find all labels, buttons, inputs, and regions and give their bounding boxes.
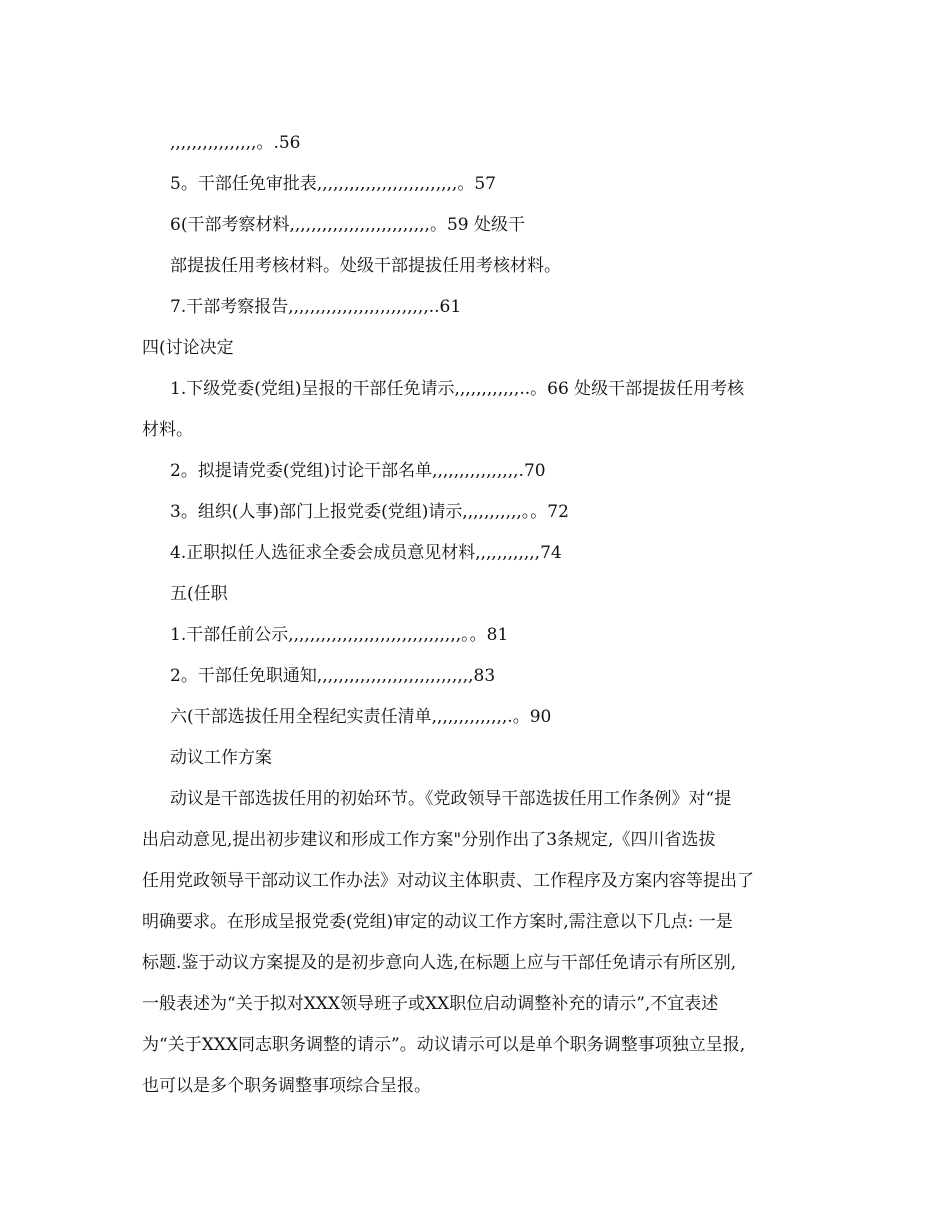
toc-line-3: 6(干部考察材料,,,,,,,,,,,,,,,,,,,,,,,,,,。59 处级干 — [170, 215, 525, 235]
toc-line-2: 5。干部任免审批表,,,,,,,,,,,,,,,,,,,,,,,,,,。57 — [170, 174, 496, 194]
toc-line-10: 4.正职拟任人选征求全委会成员意见材料,,,,,,,,,,,,74 — [170, 543, 562, 563]
body-line-1: 动议是干部选拔任用的初始环节。《党政领导干部选拔任用工作条例》对“提 — [170, 789, 732, 809]
body-line-7: 为“关于XXX同志职务调整的请示”。动议请示可以是单个职务调整事项独立呈报, — [142, 1035, 746, 1055]
body-line-5: 标题.鉴于动议方案提及的是初步意向人选,在标题上应与干部任免请示有所区别, — [142, 953, 737, 973]
toc-line-4: 部提拔任用考核材料。处级干部提拔任用考核材料。 — [170, 256, 561, 276]
toc-line-12: 2。干部任免职通知,,,,,,,,,,,,,,,,,,,,,,,,,,,,,83 — [170, 666, 496, 686]
body-line-2: 出启动意见,提出初步建议和形成工作方案"分别作出了3条规定,《四川省选拔 — [142, 830, 716, 850]
body-line-4: 明确要求。在形成呈报党委(党组)审定的动议工作方案时,需注意以下几点: 一是 — [142, 912, 733, 932]
toc-line-5: 7.干部考察报告,,,,,,,,,,,,,,,,,,,,,,,,,,..61 — [170, 297, 462, 317]
toc-line-6: 1.下级党委(党组)呈报的干部任免请示,,,,,,,,,,,,..。66 处级干部提拔任用考核 — [170, 379, 745, 399]
section-heading-6: 六(干部选拔任用全程纪实责任清单,,,,,,,,,,,,,,.。90 — [170, 707, 552, 727]
toc-line-7: 材料。 — [142, 420, 193, 440]
section-heading-4: 四(讨论决定 — [142, 338, 234, 358]
toc-line-11: 1.干部任前公示,,,,,,,,,,,,,,,,,,,,,,,,,,,,,,,,。。81 — [170, 625, 509, 645]
toc-line-8: 2。拟提请党委(党组)讨论干部名单,,,,,,,,,,,,,,,,.70 — [170, 461, 546, 481]
toc-line-9: 3。组织(人事)部门上报党委(党组)请示,,,,,,,,,,,。。72 — [170, 502, 569, 522]
article-title: 动议工作方案 — [170, 748, 272, 768]
body-line-6: 一般表述为“关于拟对XXX领导班子或XX职位启动调整补充的请示”,不宜表述 — [142, 994, 719, 1014]
body-line-8: 也可以是多个职务调整事项综合呈报。 — [142, 1076, 431, 1096]
section-heading-5: 五(任职 — [170, 584, 228, 604]
body-line-3: 任用党政领导干部动议工作办法》对动议主体职责、工作程序及方案内容等提出了 — [142, 871, 754, 891]
toc-line-1: ,,,,,,,,,,,,,,,,。.56 — [170, 133, 301, 153]
